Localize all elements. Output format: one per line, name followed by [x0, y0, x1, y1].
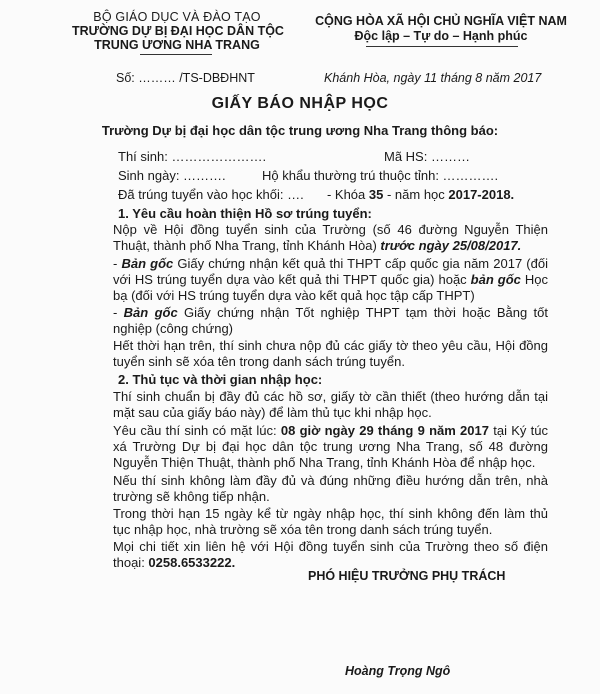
issuing-authority-header	[72, 10, 282, 52]
attendance-text: Yêu cầu thí sinh có mặt lúc:	[113, 423, 281, 438]
signatory-name: Hoàng Trọng Ngô	[345, 664, 451, 678]
national-motto-header	[296, 14, 586, 44]
admission-line	[118, 187, 514, 202]
section2-paragraph-attendance	[113, 423, 548, 471]
original-emphasis: Bản gốc	[123, 305, 178, 320]
submit-instructions: Nộp về Hội đồng tuyển sinh của Trường (số 46 đường Nguyễn Thiện Thuật, thành phố Nha Trang, tỉnh Khánh Hòa)	[113, 222, 548, 253]
transcript-text: Học bạ (đối với HS trúng tuyển dựa vào kết quả học tập cấp THPT)	[113, 272, 548, 303]
school-year-label: - năm học	[383, 187, 449, 202]
contact-text: Mọi chi tiết xin liên hệ với Hội đồng tuyển sinh của Trường theo số điện thoại:	[113, 539, 548, 570]
section2-heading: 2. Thủ tục và thời gian nhập học:	[118, 372, 323, 387]
section2-paragraph-noncompliance: Nếu thí sinh không làm đầy đủ và đúng những điều hướng dẫn trên, nhà trường sẽ không tiếp nhận.	[113, 473, 548, 504]
date-of-birth-field: Sinh ngày: ……….	[118, 168, 226, 183]
contact-phone: 0258.6533222.	[148, 555, 236, 570]
original-emphasis-2: bản gốc	[470, 272, 521, 287]
original-emphasis: Bản gốc	[121, 256, 174, 271]
bullet-dash: -	[113, 305, 124, 320]
section1-paragraph-deadline-warning: Hết thời hạn trên, thí sinh chưa nộp đủ các giấy tờ theo yêu cầu, Hội đồng tuyển sinh sẽ xóa tên trong danh sách trúng tuyển.	[113, 338, 548, 369]
section1-heading: 1. Yêu cầu hoàn thiện Hồ sơ trúng tuyển:	[118, 206, 372, 221]
document-number: Số: ……… /TS-DBĐHNT	[116, 71, 255, 85]
school-year: 2017-2018.	[448, 187, 515, 202]
residence-province-field: Hộ khẩu thường trú thuộc tỉnh: ………….	[262, 168, 499, 183]
attendance-location: tại Ký túc xá Trường Dự bị đại học dân tộc trung ương Nha Trang, số 48 đường Nguyễn Thiện Thuật, thành phố Nha Trang, tỉnh Khánh Hòa để nhập học.	[113, 423, 549, 470]
attendance-time: 08 giờ ngày 29 tháng 9 năm 2017	[280, 423, 489, 438]
header-right-underline	[366, 46, 518, 47]
section1-paragraph-results-cert	[113, 256, 548, 304]
place-and-date: Khánh Hòa, ngày 11 tháng 8 năm 2017	[324, 71, 542, 85]
graduation-cert-text: Giấy chứng nhận Tốt nghiệp THPT tạm thời hoặc Bằng tốt nghiệp (công chứng)	[113, 305, 548, 336]
document-title: GIẤY BÁO NHẬP HỌC	[211, 95, 389, 112]
submission-deadline: trước ngày 25/08/2017.	[380, 238, 522, 253]
section1-paragraph-graduation-cert	[113, 305, 548, 337]
cohort-number: 35	[368, 187, 384, 202]
intro-line: Trường Dự bị đại học dân tộc trung ương Nha Trang thông báo:	[101, 123, 499, 138]
national-motto: Độc lập – Tự do – Hạnh phúc	[354, 29, 528, 43]
bullet-dash: -	[113, 256, 122, 271]
admitted-group-field: Đã trúng tuyển vào học khối: ….	[118, 187, 304, 202]
country-name: CỘNG HÒA XÃ HỘI CHỦ NGHĨA VIỆT NAM	[315, 14, 567, 28]
header-left-underline	[140, 54, 212, 55]
section1-paragraph-submit	[113, 222, 548, 254]
student-id-field: Mã HS: ………	[384, 149, 470, 164]
cohort-label: - Khóa	[326, 187, 369, 202]
section2-paragraph-contact	[113, 539, 548, 571]
ministry-name: BỘ GIÁO DỤC VÀ ĐÀO TẠO	[93, 10, 261, 24]
signatory-title: PHÓ HIỆU TRƯỞNG PHỤ TRÁCH	[308, 569, 506, 583]
section2-paragraph-prepare: Thí sinh chuẩn bị đầy đủ các hồ sơ, giấy tờ cần thiết (theo hướng dẫn tại mặt sau của giấy báo này) để làm thủ tục khi nhập học.	[113, 389, 548, 420]
candidate-name-field: Thí sinh: ………………….	[118, 149, 267, 164]
school-name-line2: TRUNG ƯƠNG NHA TRANG	[94, 38, 260, 52]
section2-paragraph-late-enrollment: Trong thời hạn 15 ngày kể từ ngày nhập học, thí sinh không đến làm thủ tục nhập học, nhà trường sẽ xóa tên trong danh sách trúng tuyển.	[113, 506, 548, 537]
results-cert-text: Giấy chứng nhận kết quả thi THPT cấp quốc gia năm 2017 (đối với HS trúng tuyển dựa vào kết quả thi THPT quốc gia) hoặc	[113, 256, 548, 287]
school-name-line1: TRƯỜNG DỰ BỊ ĐẠI HỌC DÂN TỘC	[72, 24, 284, 38]
